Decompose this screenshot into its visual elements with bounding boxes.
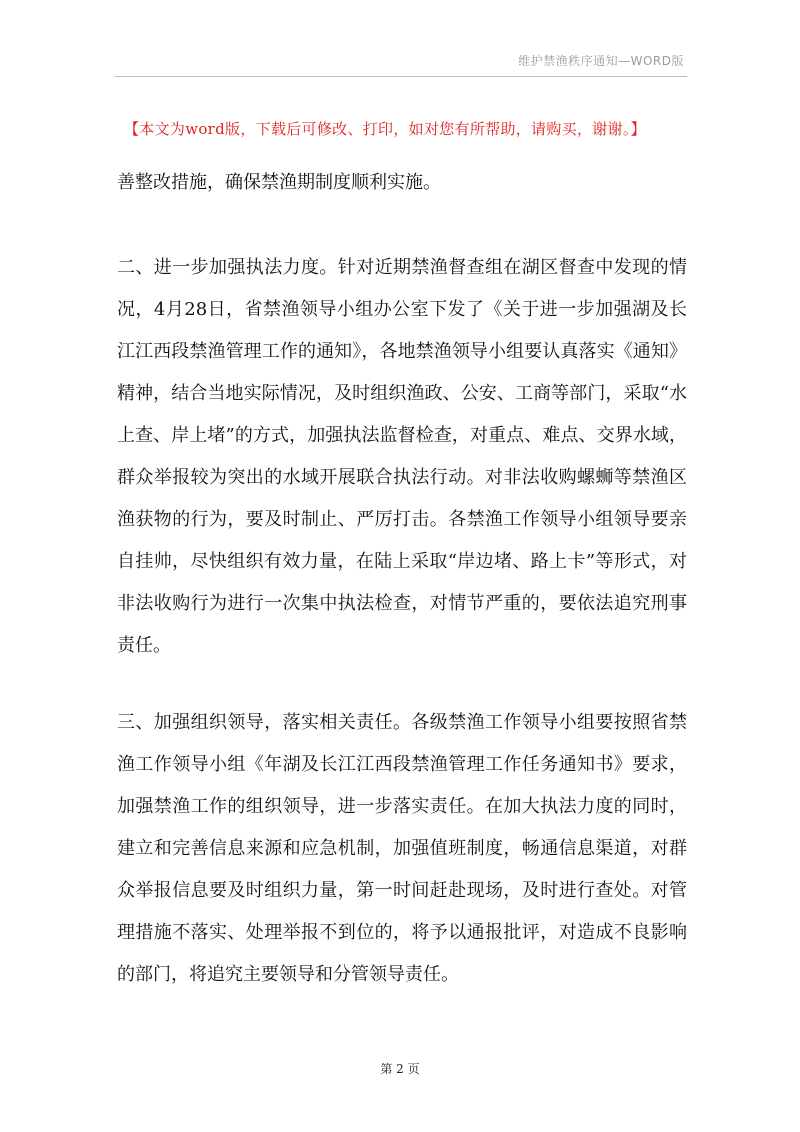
page-header-title: 维护禁渔秩序通知—WORD版 <box>518 54 684 68</box>
paragraph-organization: 三、加强组织领导，落实相关责任。各级禁渔工作领导小组要按照省禁渔工作领导小组《年湖及长江江西段禁渔管理工作任务通知书》要求，加强禁渔工作的组织领导，进一步落实责任。在加大执法力度的同时，建立和完善信息来源和应急机制，加强值班制度，畅通信息渠道，对群众举报信息要及时组织力量，第一时间赶赴现场，及时进行查处。对管理措施不落实、处理举报不到位的，将予以通报批评，对造成不良影响的部门，将追究主要领导和分管领导责任。 <box>117 712 687 985</box>
paragraph-enforcement: 二、进一步加强执法力度。针对近期禁渔督查组在湖区督查中发现的情况，4月28日，省禁渔领导小组办公室下发了《关于进一步加强湖及长江江西段禁渔管理工作的通知》，各地禁渔领导小组要认真落实《通知》精神，结合当地实际情况，及时组织渔政、公安、工商等部门，采取“水上查、岸上堵”的方式，加强执法监督检查，对重点、难点、交界水域，群众举报较为突出的水域开展联合执法行动。对非法收购螺蛳等禁渔区渔获物的行为，要及时制止、严厉打击。各禁渔工作领导小组领导要亲自挂帅，尽快组织有效力量，在陆上采取“岸边堵、路上卡”等形式，对非法收购行为进行一次集中执法检查，对情节严重的，要依法追究刑事责任。 <box>117 257 687 656</box>
page-number: 第 2 页 <box>380 1062 420 1076</box>
header-divider <box>114 76 687 77</box>
purchase-notice: 【本文为word版，下载后可修改、打印，如对您有所帮助，请购买，谢谢。】 <box>124 120 646 138</box>
paragraph-continuation: 善整改措施，确保禁渔期制度顺利实施。 <box>117 172 441 193</box>
